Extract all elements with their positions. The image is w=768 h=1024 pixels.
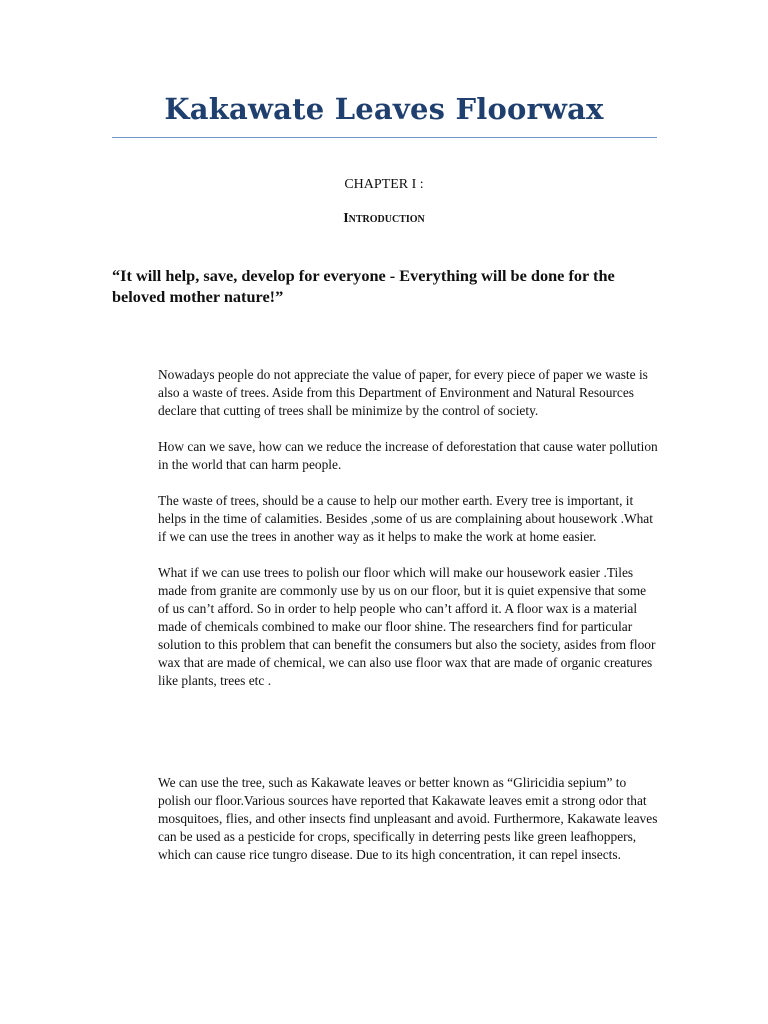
paragraph-kakawate-leaves: We can use the tree, such as Kakawate leaves or better known as “Gliricidia sepium” to polish our floor.Various sources have reported that Kakawate leaves emit a strong odor that mosquitoes, flies, and other insects find unpleasant and avoid. Furthermore, Kakawate leaves can be used as a pesticide for crops, specifically in deterring pests like green leafhoppers, which can cause rice tungro disease. Due to its high concentration, it can repel insects. — [158, 775, 658, 862]
document-title: Kakawate Leaves Floorwax — [164, 92, 604, 126]
section-heading: Introduction — [343, 211, 425, 226]
paragraph-deforestation: How can we save, how can we reduce the increase of deforestation that cause water pollution in the world that can harm people. — [158, 439, 658, 472]
paragraph-floor-polish: What if we can use trees to polish our floor which will make our housework easier .Tiles made from granite are commonly use by us on our floor, but it is quiet expensive that some of us can’t afford. So in order to help people who can’t afford it. A floor wax is a material made of chemicals combined to make our floor shine. The researchers find for particular solution to this problem that can benefit the consumers but also the society, asides from floor wax that are made of chemical, we can also use floor wax that are made of organic creatures like plants, trees etc . — [158, 565, 656, 688]
opening-quote: “It will help, save, develop for everyone - Everything will be done for the beloved mother nature!” — [112, 266, 615, 306]
body-text — [158, 366, 658, 882]
chapter-label: CHAPTER I : — [344, 177, 424, 192]
paragraph-paper-waste: Nowadays people do not appreciate the value of paper, for every piece of paper we waste is also a waste of trees. Aside from this Department of Environment and Natural Resources declare that cutting of trees shall be minimize by the control of society. — [158, 367, 648, 418]
paragraph-waste-of-trees: The waste of trees, should be a cause to help our mother earth. Every tree is important, it helps in the time of calamities. Besides ,some of us are complaining about housework .What if we can use the trees in another way as it helps to make the work at home easier. — [158, 493, 653, 544]
title-underline-rule — [112, 137, 657, 138]
